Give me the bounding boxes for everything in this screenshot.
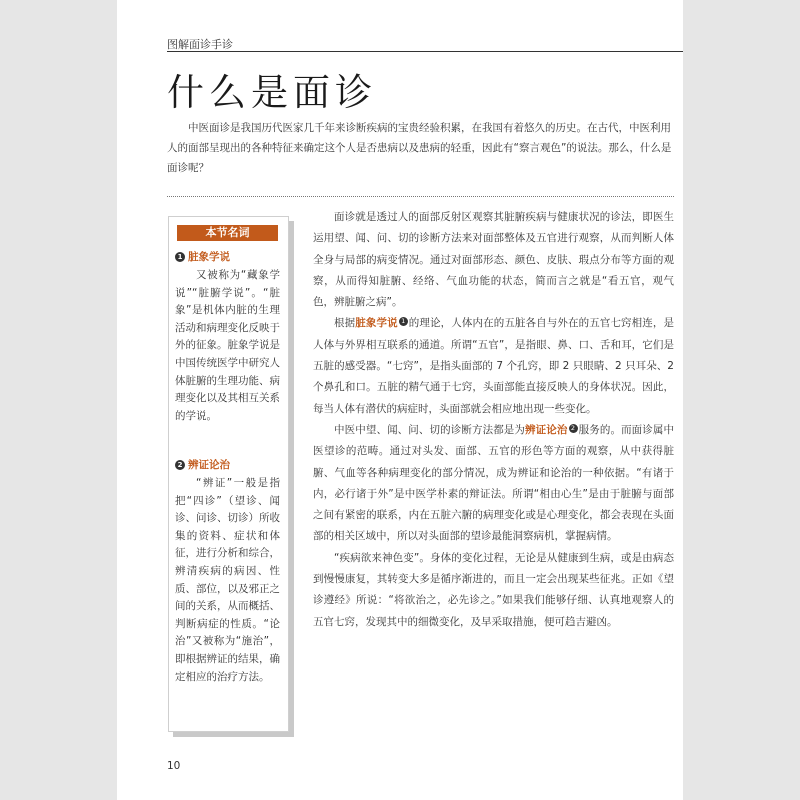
body-text-run: 服务的。而面诊属中医望诊的范畴。通过对头发、面部、五官的形色等方面的观察，从中获得脏腑、气血等各种病理变化的部分情况，成为辨证和论治的一种依据。“有诸于内，必行诸于外”是中医学朴素的辩证法。所谓“相由心生”是由于脏腑与面部之间有紧密的联系，内在五脏六腑的病理变化或是心理变化，都会表现在头面部的相关区域中，所以对头面部的望诊最能洞察病机，掌握病情。 <box>313 423 675 543</box>
header-rule <box>167 51 683 52</box>
glossary-term-2 <box>175 457 230 473</box>
main-body <box>313 207 674 633</box>
dotted-divider <box>167 196 674 197</box>
term-name: 脏象学说 <box>188 251 230 263</box>
glossary-sidebar <box>168 216 289 732</box>
body-paragraph-2 <box>313 313 674 419</box>
page-number: 10 <box>167 760 181 772</box>
term-link-bianzheng: 辨证论治 <box>525 423 568 436</box>
footnote-marker: 2 <box>569 424 578 433</box>
term-name: 辨证论治 <box>188 459 230 471</box>
body-text-run: 中医中望、闻、问、切的诊断方法都是为 <box>334 423 526 436</box>
glossary-desc-2: “辨证”一般是指把“四诊”（望诊、闻诊、问诊、切诊）所收集的资料、症状和体征，进行分析和综合，辨清疾病的病因、性质、部位，以及邪正之间的关系，从而概括、判断病症的性质。“论治”又被称为“施治”，即根据辨证的结果，确定相应的治疗方法。 <box>175 477 280 683</box>
glossary-desc-1: 又被称为“藏象学说”“脏腑学说”。“脏象”是机体内脏的生理活动和病理变化反映于外的征象。脏象学说是中国传统医学中研究人体脏腑的生理功能、病理变化以及其相互关系的学说。 <box>175 269 280 422</box>
page-title: 什么是面诊 <box>167 71 377 114</box>
book-title: 图解面诊手诊 <box>167 38 233 51</box>
body-text-run: 根据 <box>334 317 356 330</box>
body-text-run: 的理论，人体内在的五脏各自与外在的五官七窍相连，是人体与外界相互联系的通道。所谓“五官”，是指眼、鼻、口、舌和耳，它们是五脏的感受器。“七窍”，是指头面部的 7 个孔窍，即 2 只眼睛、2 只耳朵、2 个鼻孔和口。五脏的精气通于七窍，头面部能直接反映人的身体状况。因此，每当人体有潜伏的病症时，头面部就会相应地出现一些变化。 <box>313 317 675 415</box>
glossary-heading: 本节名词 <box>177 225 278 241</box>
footnote-marker: 1 <box>399 317 408 326</box>
page <box>117 0 683 800</box>
body-paragraph-1: 面诊就是透过人的面部反射区观察其脏腑疾病与健康状况的诊法，即医生运用望、闻、问、切的诊断方法来对面部整体及五官进行观察，从而判断人体全身与局部的病变情况。通过对面部形态、颜色、皮肤、瑕点分布等方面的观察，从而得知脏腑、经络、气血功能的状态，简而言之就是“看五官，观气色，辨脏腑之病”。 <box>313 211 674 309</box>
body-paragraph-3 <box>313 420 674 548</box>
glossary-term-1 <box>175 249 230 265</box>
term-number-badge: 1 <box>175 252 185 262</box>
term-number-badge: 2 <box>175 460 185 470</box>
body-paragraph-4: “疾病欲来神色变”。身体的变化过程，无论是从健康到生病，或是由病态到慢慢康复，其转变大多是循序渐进的，而且一定会出现某些征兆。正如《望诊遵经》所说：“将欲治之，必先诊之。”如果我们能够仔细、认真地观察人的五官七窍，发现其中的细微变化，及早采取措施，便可趋吉避凶。 <box>313 551 674 628</box>
term-link-zangxiang: 脏象学说 <box>355 317 398 330</box>
intro-paragraph: 中医面诊是我国历代医家几千年来诊断疾病的宝贵经验积累，在我国有着悠久的历史。在古代，中医利用人的面部呈现出的各种特征来确定这个人是否患病以及患病的轻重，因此有“察言观色”的说法。那么，什么是面诊呢？ <box>167 122 672 174</box>
